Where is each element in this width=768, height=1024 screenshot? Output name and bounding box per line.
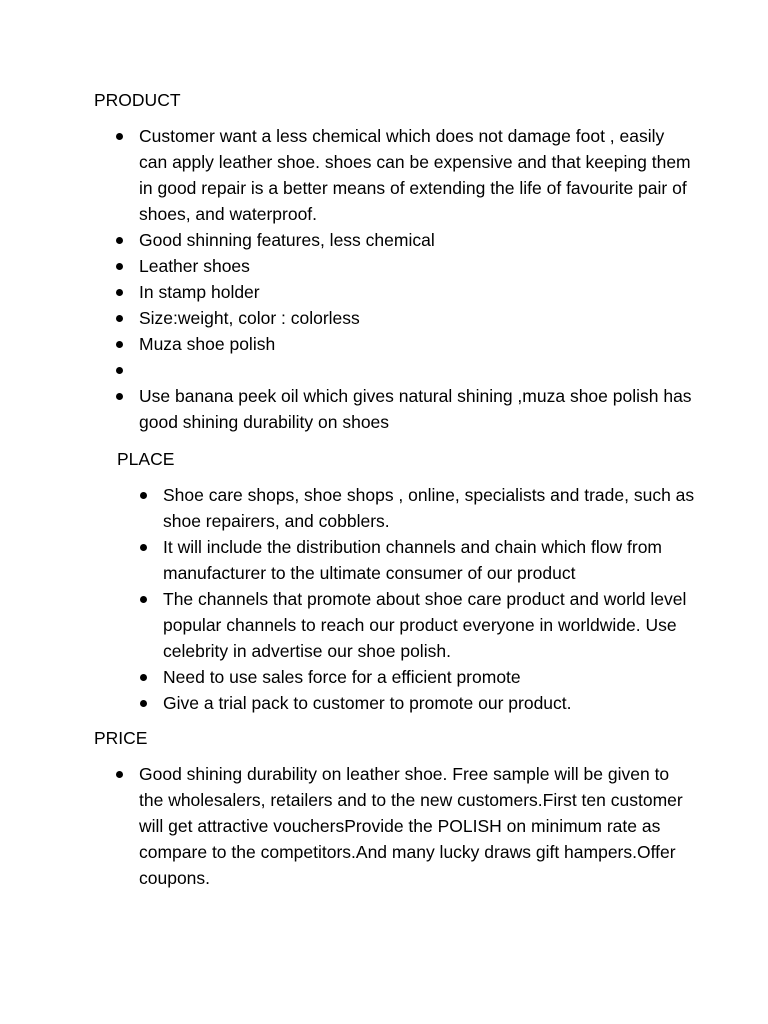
list-item: Need to use sales force for a efficient promote <box>138 664 708 690</box>
list-item: Muza shoe polish <box>114 331 694 357</box>
list-item: Customer want a less chemical which does not damage foot , easily can apply leather shoe. shoes can be expensive and that keeping them in good repair is a better means of extending the life of favourite pair of shoes, and waterproof. <box>114 123 694 227</box>
list-item: Size:weight, color : colorless <box>114 305 694 331</box>
empty-list-item <box>114 357 694 383</box>
list-item: It will include the distribution channels and chain which flow from manufacturer to the ultimate consumer of our product <box>138 534 708 586</box>
list-item: Good shining durability on leather shoe. Free sample will be given to the wholesalers, retailers and to the new customers.First ten customer will get attractive vouchersProvide the POLISH on minimum rate as compare to the competitors.And many lucky draws gift hampers.Offer coupons. <box>114 761 694 891</box>
list-item: Use banana peek oil which gives natural shining ,muza shoe polish has good shining durability on shoes <box>114 383 694 435</box>
list-item: Give a trial pack to customer to promote our product. <box>138 690 708 716</box>
list-item: Leather shoes <box>114 253 694 279</box>
price-heading: PRICE <box>94 728 148 748</box>
price-list <box>114 761 694 891</box>
list-item: In stamp holder <box>114 279 694 305</box>
list-item: The channels that promote about shoe care product and world level popular channels to reach our product everyone in worldwide. Use celebrity in advertise our shoe polish. <box>138 586 708 664</box>
list-item: Shoe care shops, shoe shops , online, specialists and trade, such as shoe repairers, and cobblers. <box>138 482 708 534</box>
place-heading: PLACE <box>117 449 175 469</box>
place-list <box>138 482 708 716</box>
product-heading: PRODUCT <box>94 90 181 110</box>
product-list <box>114 123 694 435</box>
list-item: Good shinning features, less chemical <box>114 227 694 253</box>
